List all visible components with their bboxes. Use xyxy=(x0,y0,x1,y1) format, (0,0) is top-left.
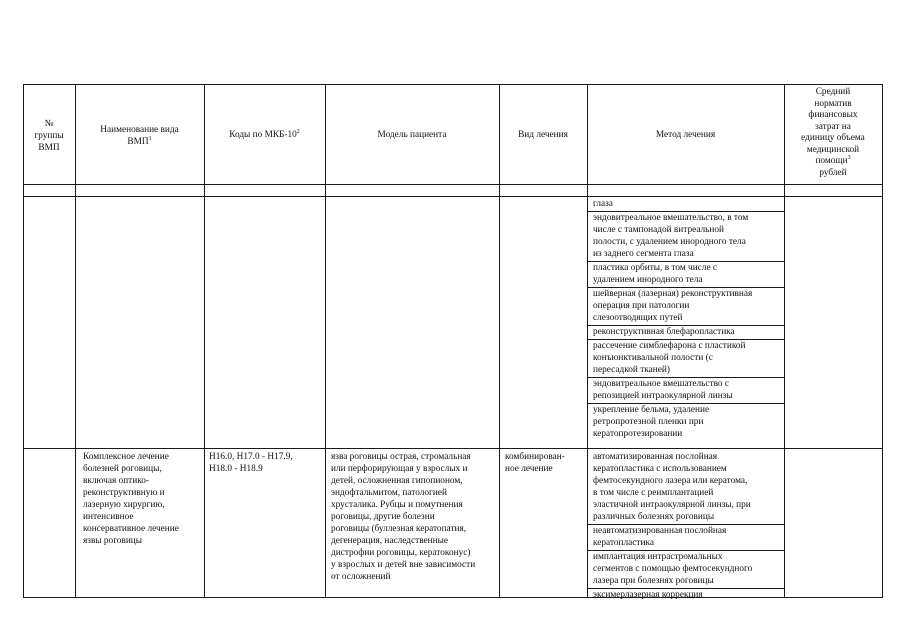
header-cost-norm-line: финансовых xyxy=(808,110,858,120)
header-cost-norm-line: единицу объема xyxy=(801,133,865,143)
patient-model-cell-line: роговицы (буллезная кератопатия, xyxy=(331,524,467,534)
patient-model-cell-line: у взрослых и детей вне зависимости xyxy=(331,560,476,570)
header-cost-norm-line-text: помощи xyxy=(815,156,848,166)
header-cost-norm-line: медицинской xyxy=(806,144,860,155)
method-cell-line: полости, с удалением инородного тела xyxy=(593,237,746,247)
method-cell-line: кератопластика xyxy=(593,538,654,548)
patient-model-cell-line: эндофтальмитом, патологией xyxy=(331,488,447,498)
vmp-name-cell-line: реконструктивную и xyxy=(83,488,165,498)
patient-model-cell-line: язва роговицы острая, стромальная xyxy=(331,452,471,462)
header-vmp-name-2 xyxy=(75,136,204,148)
method-cell-line: репозицией интраокулярной линзы xyxy=(593,391,733,401)
patient-model-cell-line: от осложнений xyxy=(331,572,391,582)
method-cell-line: автоматизированная послойная xyxy=(593,452,718,462)
header-treatment-method-text: Метод лечения xyxy=(655,130,716,140)
method-cell-line: кератопластика с использованием xyxy=(593,464,727,474)
footnote-mark: 1 xyxy=(148,135,152,142)
method-cell-line: операция при патологии xyxy=(593,301,690,311)
method-cell-line: неавтоматизированная послойная xyxy=(593,526,727,536)
grid-line xyxy=(23,84,24,598)
patient-model-cell-line: дегенерация, наследственные xyxy=(331,536,449,546)
method-cell-line: в том числе с реимплантацией xyxy=(593,488,714,498)
header-treatment-type xyxy=(499,129,587,141)
vmp-name-cell-line: язвы роговицы xyxy=(83,536,143,546)
method-cell-line: пластика орбиты, в том числе с xyxy=(593,263,718,273)
patient-model-cell-line: детей, осложненная гипопионом, xyxy=(331,476,463,486)
method-cell-line: эксимерлазерная коррекция xyxy=(593,590,703,600)
header-cost-norm-line: норматив xyxy=(814,98,852,109)
method-cell-line: слезоотводящих путей xyxy=(593,313,683,323)
header-cost-norm-line xyxy=(784,155,882,167)
treatment-type-cell-line: ное лечение xyxy=(505,464,553,474)
header-vmp-name: Наименование вида xyxy=(100,125,179,135)
patient-model-cell-line: дистрофии роговицы, кератоконус) xyxy=(331,548,471,558)
method-cell-line: фемтосекундного лазера или кератома, xyxy=(593,476,748,486)
method-cell-line: числе с тампонадой витреальной xyxy=(593,225,725,235)
method-cell-line: удалением инородного тела xyxy=(593,275,703,285)
grid-line xyxy=(23,84,882,85)
vmp-name-cell-line: Комплексное лечение xyxy=(83,452,169,462)
method-cell-line: реконструктивная блефаропластика xyxy=(593,327,735,337)
header-treatment-type-text: Вид лечения xyxy=(518,130,568,140)
method-cell-line: шейверная (лазерная) реконструктивная xyxy=(593,289,753,299)
header-icd-codes xyxy=(204,129,325,141)
grid-line xyxy=(23,196,882,197)
patient-model-cell-line: хрусталика. Рубцы и помутнения xyxy=(331,500,463,510)
method-cell-line: конъюнктивальной полости (с xyxy=(593,353,713,363)
grid-line xyxy=(325,84,326,598)
grid-line xyxy=(75,84,76,598)
grid-line xyxy=(499,84,500,598)
header-icd-codes-text: Коды по МКБ-10 xyxy=(229,130,297,140)
vmp-name-cell-line: лазерную хирургию, xyxy=(83,500,165,510)
patient-model-cell-line: роговицы, другие болезни xyxy=(331,512,435,522)
method-cell-line: различных болезнях роговицы xyxy=(593,512,715,522)
method-cell-line: эндовитреальное вмешательство, в том xyxy=(593,213,749,223)
method-cell-line: из заднего сегмента глаза xyxy=(593,249,694,259)
method-cell-line: рассечение симблефарона с пластикой xyxy=(593,341,746,351)
method-cell-line: эластичной интраокулярной линзы, при xyxy=(593,500,751,510)
patient-model-cell-line: или перфорирующая у взрослых и xyxy=(331,464,468,474)
method-cell-line: ретропротезной пленки при xyxy=(593,417,704,427)
header-group-number-line: ВМП xyxy=(38,143,60,153)
footnote-mark: 3 xyxy=(847,154,851,161)
footnote-mark: 2 xyxy=(296,128,300,135)
grid-line xyxy=(587,84,588,598)
header-group-number-line: № xyxy=(44,119,54,129)
grid-line xyxy=(23,597,882,598)
method-cell-line: имплантация интрастромальных xyxy=(593,552,723,562)
header-cost-norm-line: затрат на xyxy=(815,121,851,132)
vmp-name-cell-line: консервативное лечение xyxy=(83,524,179,534)
grid-line xyxy=(23,184,882,185)
grid-line xyxy=(204,84,205,598)
header-vmp-name-2-text: ВМП xyxy=(127,137,149,147)
header-cost-norm-line: рублей xyxy=(819,167,847,178)
icd-codes-cell-line: H18.0 - H18.9 xyxy=(209,464,263,474)
header-cost-norm-line: Средний xyxy=(815,87,851,97)
method-cell-line: укрепление бельма, удаление xyxy=(593,405,710,415)
method-cell-line: глаза xyxy=(593,199,613,209)
header-treatment-method xyxy=(587,129,784,141)
header-patient-model-text: Модель пациента xyxy=(377,130,447,140)
grid-line xyxy=(882,84,883,598)
header-group-number-line: группы xyxy=(34,131,64,141)
method-cell-line: кератопротезировании xyxy=(593,429,683,439)
grid-line xyxy=(23,448,882,449)
treatment-type-cell-line: комбинирован- xyxy=(505,452,565,462)
method-cell-line: эндовитреальное вмешательство с xyxy=(593,379,730,389)
vmp-name-cell-line: включая оптико- xyxy=(83,476,149,486)
vmp-name-cell-line: болезней роговицы, xyxy=(83,464,162,474)
vmp-name-cell-line: интенсивное xyxy=(83,512,134,522)
method-cell-line: лазера при болезнях роговицы xyxy=(593,576,714,586)
header-patient-model xyxy=(325,129,499,141)
method-cell-line: сегментов с помощью фемтосекундного xyxy=(593,564,753,574)
icd-codes-cell-line: H16.0, H17.0 - H17.9, xyxy=(209,452,293,462)
method-cell-line: пересадкой тканей) xyxy=(593,365,670,375)
